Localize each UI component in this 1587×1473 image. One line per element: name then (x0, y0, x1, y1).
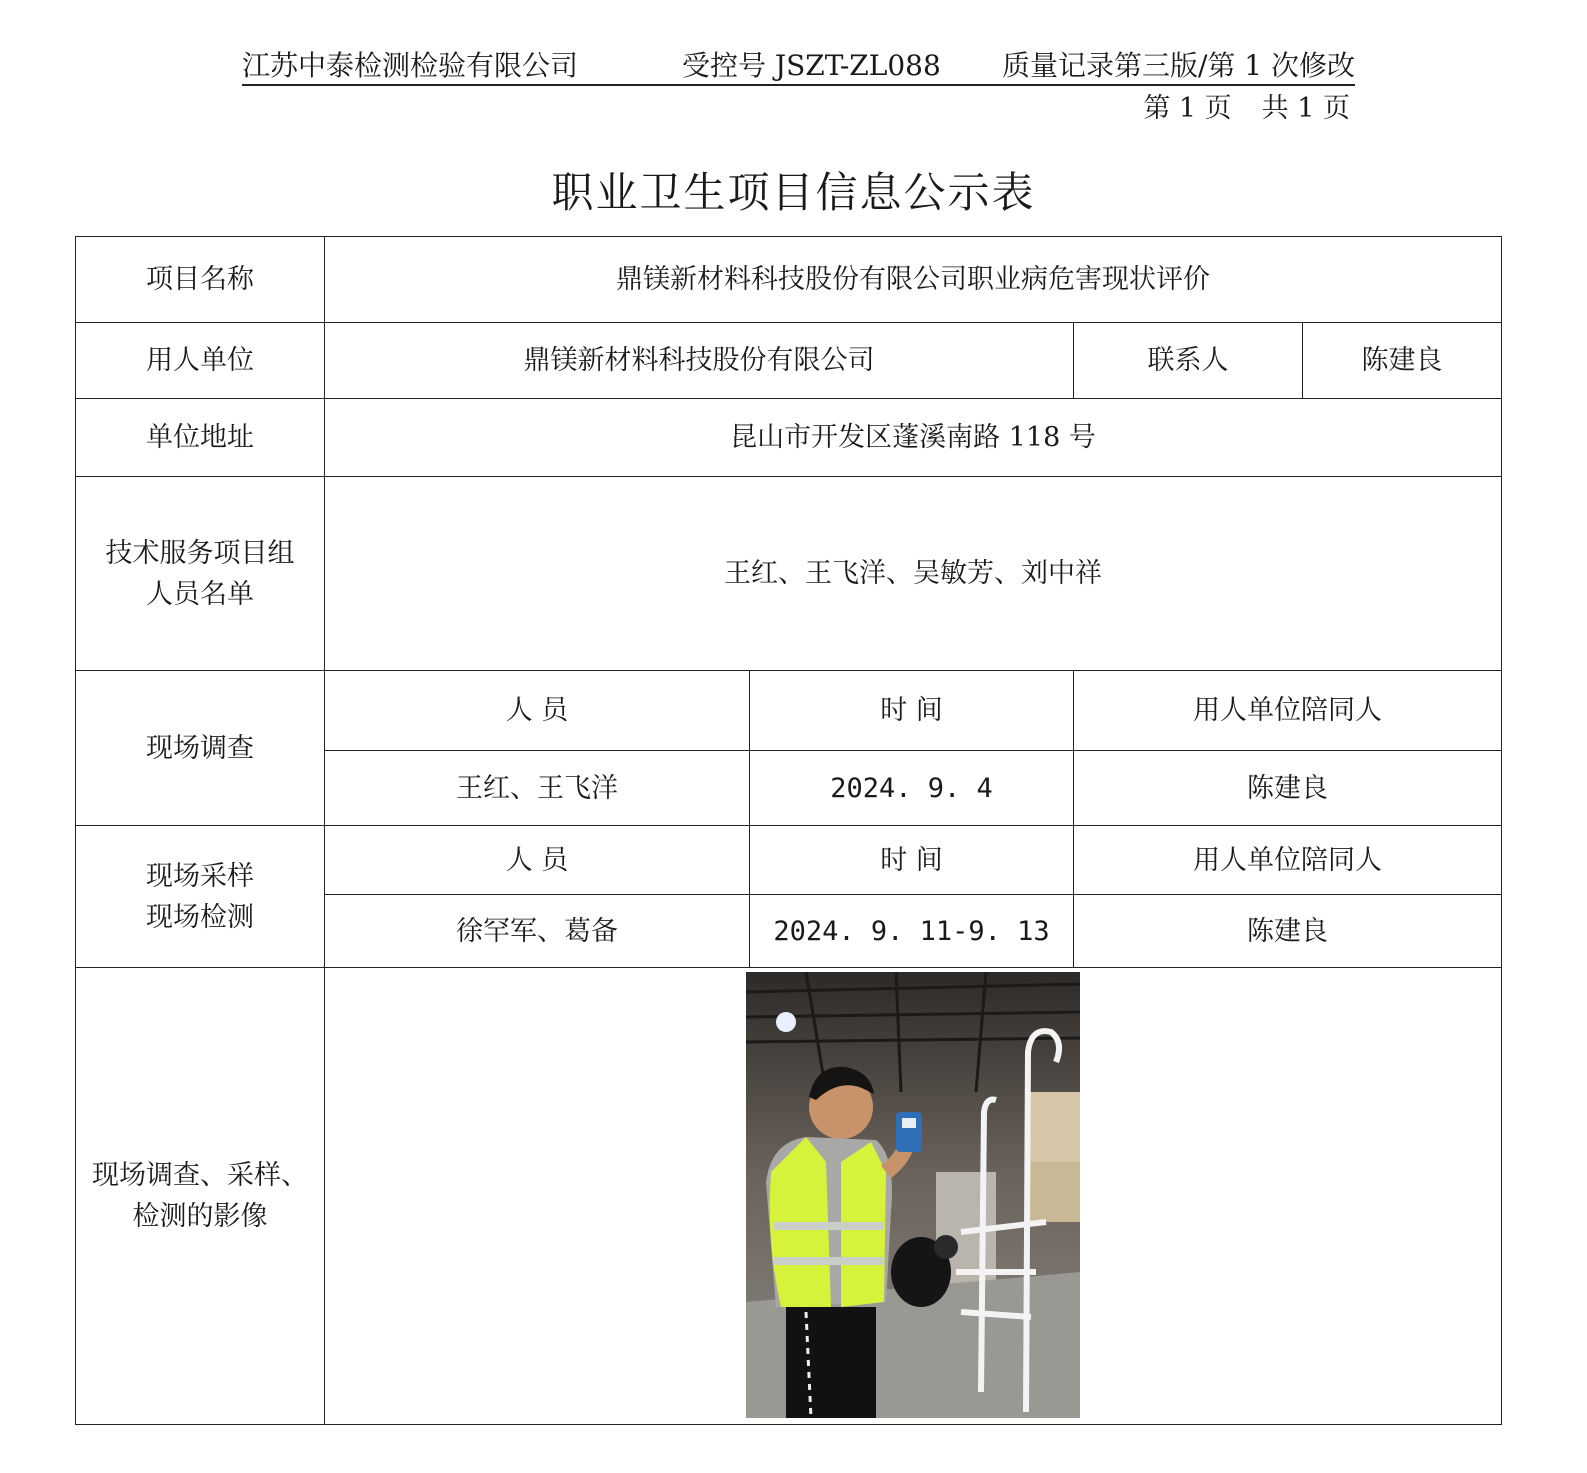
sampling-label (76, 826, 325, 968)
header-version: 质量记录第三版/第 1 次修改 (1001, 49, 1355, 82)
team-label-line2: 人员名单 (146, 578, 254, 610)
info-table (75, 236, 1502, 1425)
row-address (76, 399, 1502, 477)
images-label (76, 968, 325, 1425)
header-control-number: 受控号 JSZT-ZL088 (682, 49, 941, 82)
page-total: 共 1 页 (1261, 93, 1350, 124)
survey-time: 2024. 9. 4 (750, 751, 1074, 826)
site-photo (746, 972, 1080, 1418)
sampling-time: 2024. 9. 11-9. 13 (750, 895, 1074, 968)
images-label-line2: 检测的影像 (132, 1201, 268, 1232)
row-project-name (76, 237, 1502, 323)
row-team (76, 477, 1502, 671)
row-images (76, 968, 1502, 1425)
address-label: 单位地址 (76, 399, 325, 477)
survey-label: 现场调查 (76, 671, 325, 826)
row-sampling-header (76, 826, 1502, 895)
employer-label: 用人单位 (76, 323, 325, 399)
row-employer (76, 323, 1502, 399)
page-title: 职业卫生项目信息公示表 (551, 168, 1036, 217)
images-label-line1: 现场调查、采样、 (92, 1160, 308, 1191)
sampling-col-time: 时 间 (750, 826, 1074, 895)
survey-col-person: 人 员 (325, 671, 750, 751)
survey-col-time: 时 间 (750, 671, 1074, 751)
address-value: 昆山市开发区蓬溪南路 118 号 (325, 399, 1502, 477)
page-current: 第 1 页 (1143, 93, 1232, 124)
project-name-value: 鼎镁新材料科技股份有限公司职业病危害现状评价 (325, 237, 1502, 323)
team-label-line1: 技术服务项目组 (105, 537, 295, 569)
survey-col-companion: 用人单位陪同人 (1074, 671, 1502, 751)
sampling-col-person: 人 员 (325, 826, 750, 895)
header-company: 江苏中泰检测检验有限公司 (242, 49, 579, 82)
team-label (76, 477, 325, 671)
sampling-companion: 陈建良 (1074, 895, 1502, 968)
contact-value: 陈建良 (1303, 323, 1502, 399)
page-number (1143, 86, 1350, 125)
project-name-label: 项目名称 (76, 237, 325, 323)
sampling-label-line2: 现场检测 (146, 901, 254, 933)
survey-companion: 陈建良 (1074, 751, 1502, 826)
employer-value: 鼎镁新材料科技股份有限公司 (325, 323, 1074, 399)
contact-label: 联系人 (1074, 323, 1303, 399)
row-survey-header (76, 671, 1502, 751)
document-header (242, 40, 1355, 86)
survey-person: 王红、王飞洋 (325, 751, 750, 826)
sampling-person: 徐罕军、葛备 (325, 895, 750, 968)
sampling-col-companion: 用人单位陪同人 (1074, 826, 1502, 895)
sampling-label-line1: 现场采样 (146, 860, 254, 892)
images-cell (325, 968, 1502, 1425)
team-value: 王红、王飞洋、吴敏芳、刘中祥 (325, 477, 1502, 671)
